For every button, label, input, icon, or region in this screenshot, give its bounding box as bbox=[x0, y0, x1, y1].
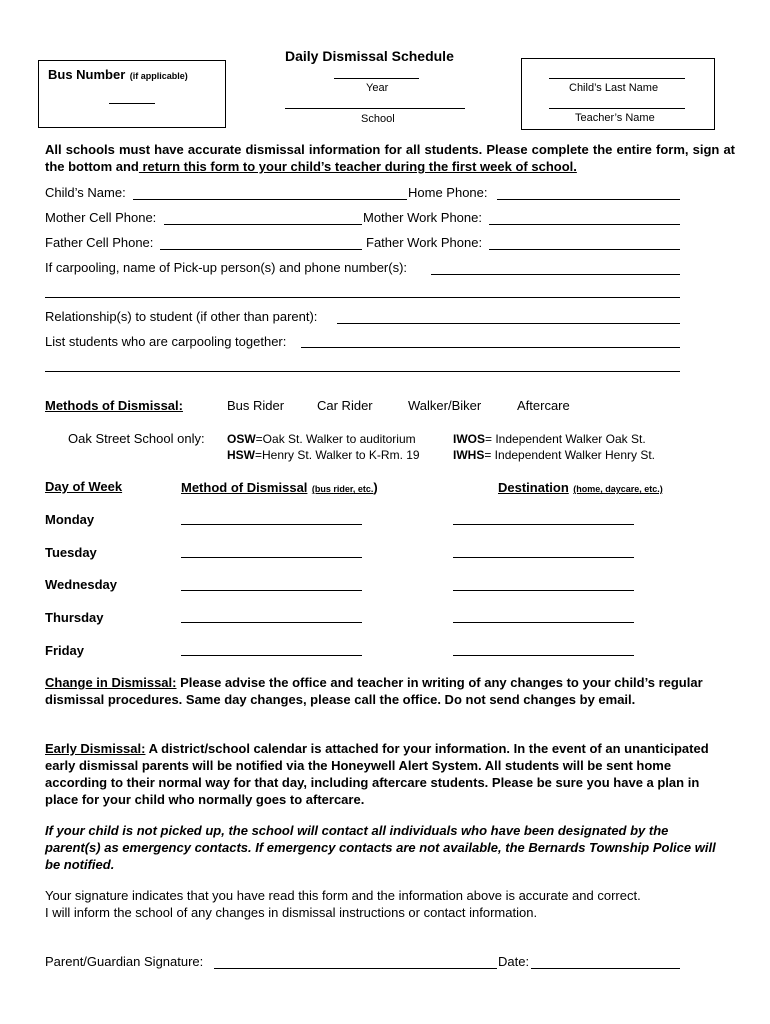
bus-number-note: (if applicable) bbox=[129, 71, 188, 81]
mother-cell-label: Mother Cell Phone: bbox=[45, 210, 157, 225]
father-work-label: Father Work Phone: bbox=[366, 235, 483, 250]
school-line[interactable] bbox=[285, 108, 465, 109]
mother-work-label: Mother Work Phone: bbox=[363, 210, 482, 225]
carpool-label: If carpooling, name of Pick-up person(s) and phone number(s): bbox=[45, 260, 408, 275]
dest-header: Destination bbox=[498, 480, 569, 495]
dest-note: (home, daycare, etc.) bbox=[573, 484, 663, 494]
father-cell-label: Father Cell Phone: bbox=[45, 235, 154, 250]
signature-label: Parent/Guardian Signature: bbox=[45, 954, 204, 969]
day-friday: Friday bbox=[45, 643, 85, 658]
dest-line-monday[interactable] bbox=[453, 524, 634, 525]
relationship-label: Relationship(s) to student (if other than parent): bbox=[45, 309, 318, 324]
dest-header-wrap bbox=[498, 479, 663, 497]
change-heading: Change in Dismissal: bbox=[45, 675, 177, 690]
early-paragraph bbox=[45, 740, 725, 808]
iwos-code: IWOS bbox=[453, 432, 485, 446]
father-cell-line[interactable] bbox=[160, 249, 362, 250]
osw-text: =Oak St. Walker to auditorium bbox=[255, 432, 416, 446]
method-paren: ) bbox=[373, 480, 378, 495]
day-tuesday: Tuesday bbox=[45, 545, 97, 560]
method-line-monday[interactable] bbox=[181, 524, 362, 525]
signature-line[interactable] bbox=[214, 968, 497, 969]
methods-label: Methods of Dismissal: bbox=[45, 398, 183, 413]
method-car-rider: Car Rider bbox=[317, 398, 373, 413]
carpool-line[interactable] bbox=[431, 274, 680, 275]
signature-note-1: Your signature indicates that you have read this form and the information above is accurate and correct. bbox=[45, 888, 641, 903]
hsw-legend bbox=[227, 448, 420, 462]
dest-line-wednesday[interactable] bbox=[453, 590, 634, 591]
teacher-name-label: Teacher’s Name bbox=[575, 112, 655, 124]
osw-legend bbox=[227, 432, 416, 446]
early-heading: Early Dismissal: bbox=[45, 741, 146, 756]
date-label: Date: bbox=[498, 954, 530, 969]
day-monday: Monday bbox=[45, 512, 95, 527]
day-thursday: Thursday bbox=[45, 610, 104, 625]
method-line-friday[interactable] bbox=[181, 655, 362, 656]
intro-part2: return this form to your child’s teacher during the first week of school. bbox=[138, 159, 577, 174]
carpool-students-label: List students who are carpooling together: bbox=[45, 334, 287, 349]
iwhs-text: = Independent Walker Henry St. bbox=[484, 448, 655, 462]
pickup-notice: If your child is not picked up, the school will contact all individuals who have been designated by the parent(s) as emergency contacts. If emergency contacts are not available, the Bernards Township Police will be notified. bbox=[45, 823, 716, 872]
mother-cell-line[interactable] bbox=[164, 224, 362, 225]
carpool-students-line-2[interactable] bbox=[45, 371, 680, 372]
home-phone-label: Home Phone: bbox=[408, 185, 488, 200]
bus-number-line[interactable] bbox=[109, 103, 155, 104]
father-work-line[interactable] bbox=[489, 249, 680, 250]
oak-street-label: Oak Street School only: bbox=[68, 431, 205, 446]
carpool-line-2[interactable] bbox=[45, 297, 680, 298]
mother-work-line[interactable] bbox=[489, 224, 680, 225]
intro-part1: All schools must have accurate dismissal information for all students. Please complete the entire form, sign at the bottom and bbox=[45, 142, 735, 174]
bus-number-box[interactable] bbox=[38, 60, 226, 128]
hsw-text: =Henry St. Walker to K-Rm. 19 bbox=[255, 448, 420, 462]
page-title: Daily Dismissal Schedule bbox=[285, 48, 454, 64]
iwos-text: = Independent Walker Oak St. bbox=[485, 432, 646, 446]
child-teacher-box bbox=[521, 58, 715, 130]
method-line-wednesday[interactable] bbox=[181, 590, 362, 591]
iwhs-code: IWHS bbox=[453, 448, 485, 462]
method-bus-rider: Bus Rider bbox=[227, 398, 285, 413]
year-label: Year bbox=[366, 82, 389, 94]
bus-number-label-wrap bbox=[48, 66, 188, 84]
method-walker-biker: Walker/Biker bbox=[408, 398, 482, 413]
child-last-name-line[interactable] bbox=[549, 78, 685, 79]
intro-text bbox=[45, 141, 735, 175]
teacher-name-line[interactable] bbox=[549, 108, 685, 109]
dest-line-friday[interactable] bbox=[453, 655, 634, 656]
child-last-name-label: Child’s Last Name bbox=[569, 82, 659, 94]
relationship-line[interactable] bbox=[337, 323, 680, 324]
change-text: Please advise the office and teacher in writing of any changes to your child’s regular dismissal procedures. Same day changes, please call the office. Do not send changes by email. bbox=[45, 675, 703, 707]
change-paragraph bbox=[45, 674, 710, 708]
dest-line-tuesday[interactable] bbox=[453, 557, 634, 558]
method-header-wrap bbox=[181, 479, 378, 497]
method-aftercare: Aftercare bbox=[517, 398, 570, 413]
method-line-thursday[interactable] bbox=[181, 622, 362, 623]
bus-number-label: Bus Number bbox=[48, 67, 126, 82]
dest-line-thursday[interactable] bbox=[453, 622, 634, 623]
school-label: School bbox=[361, 113, 395, 125]
iwhs-legend bbox=[453, 448, 655, 462]
day-header: Day of Week bbox=[45, 479, 123, 494]
home-phone-line[interactable] bbox=[497, 199, 680, 200]
early-text: A district/school calendar is attached for your information. In the event of an unanticipated early dismissal parents will be notified via the Honeywell Alert System. All students will be sent home according to their normal way for that day, including aftercare students. Please be sure you have a plan in place for your child who normally goes to aftercare. bbox=[45, 741, 709, 807]
day-wednesday: Wednesday bbox=[45, 577, 118, 592]
childs-name-label: Child’s Name: bbox=[45, 185, 126, 200]
osw-code: OSW bbox=[227, 432, 256, 446]
childs-name-line[interactable] bbox=[133, 199, 407, 200]
hsw-code: HSW bbox=[227, 448, 255, 462]
carpool-students-line[interactable] bbox=[301, 347, 680, 348]
signature-note-2: I will inform the school of any changes in dismissal instructions or contact information. bbox=[45, 905, 538, 920]
method-line-tuesday[interactable] bbox=[181, 557, 362, 558]
date-line[interactable] bbox=[531, 968, 680, 969]
iwos-legend bbox=[453, 432, 646, 446]
method-header: Method of Dismissal bbox=[181, 480, 308, 495]
method-note: (bus rider, etc. bbox=[311, 484, 374, 494]
year-line[interactable] bbox=[334, 78, 419, 79]
